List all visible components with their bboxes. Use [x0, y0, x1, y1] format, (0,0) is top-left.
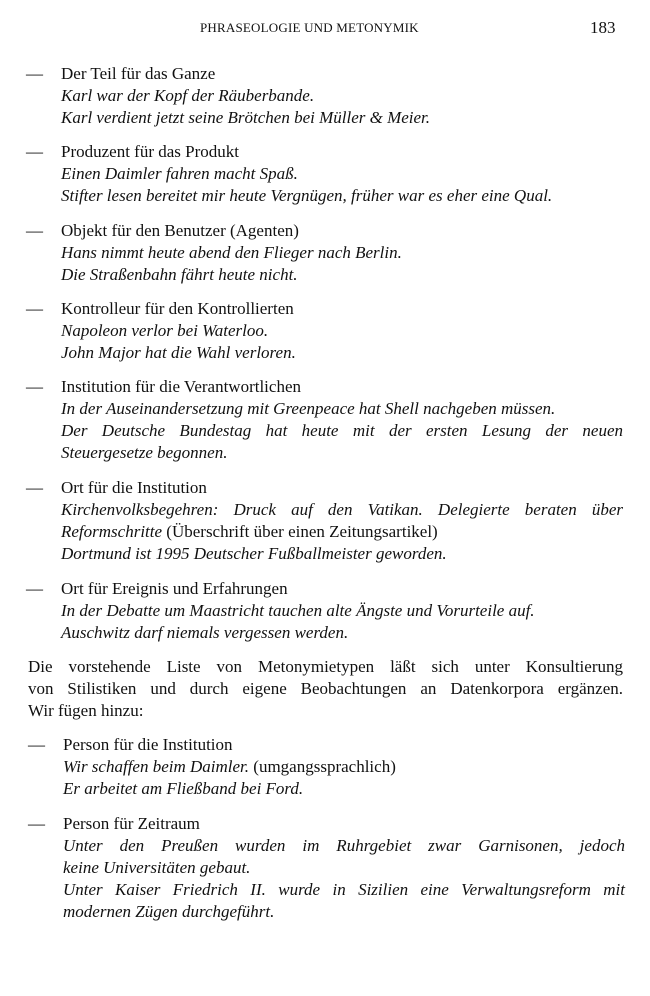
- list-dash: —: [26, 299, 43, 318]
- entry-example: Karl verdient jetzt seine Brötchen bei Müller & Meier.: [61, 108, 431, 127]
- entry-example: Unter Kaiser Friedrich II. wurde in Sizilien eine Verwaltungsreform mit: [63, 880, 625, 899]
- entry-heading: Person für Zeitraum: [63, 814, 200, 833]
- list-dash: —: [28, 735, 45, 754]
- entry-example: Die Straßenbahn fährt heute nicht.: [61, 265, 298, 284]
- list-dash: —: [26, 579, 43, 598]
- entry-heading: Institution für die Verantwortlichen: [61, 377, 301, 396]
- entry-example: Er arbeitet am Fließband bei Ford.: [63, 779, 304, 798]
- entry-remark: (umgangssprachlich): [253, 757, 396, 776]
- entry-heading: Kontrolleur für den Kontrollierten: [61, 299, 294, 318]
- list-dash: —: [26, 142, 43, 161]
- entry-example: In der Auseinandersetzung mit Greenpeace hat Shell nachgeben müssen.: [61, 399, 556, 418]
- entry-heading: Ort für Ereignis und Erfahrungen: [61, 579, 288, 598]
- entry-heading: Objekt für den Benutzer (Agenten): [61, 221, 299, 240]
- body-paragraph-line: von Stilistiken und durch eigene Beobachtungen an Datenkorpora ergänzen.: [28, 679, 623, 698]
- entry-example: Napoleon verlor bei Waterloo.: [61, 321, 269, 340]
- running-head: [0, 18, 650, 42]
- list-dash: —: [28, 814, 45, 833]
- running-head-title: PHRASEOLOGIE UND METONYMIK: [200, 20, 419, 35]
- list-dash: —: [26, 377, 43, 396]
- entry-example: Der Deutsche Bundestag hat heute mit der ersten Lesung der neuen: [61, 421, 623, 440]
- entry-heading: Produzent für das Produkt: [61, 142, 240, 161]
- entry-example: Hans nimmt heute abend den Flieger nach Berlin.: [61, 243, 402, 262]
- entry-example: modernen Zügen durchgeführt.: [63, 902, 275, 921]
- entry-example: Unter den Preußen wurden im Ruhrgebiet zwar Garnisonen, jedoch: [63, 836, 625, 855]
- entry-remark: (Überschrift über einen Zeitungsartikel): [166, 522, 438, 541]
- list-dash: —: [26, 64, 43, 83]
- entry-example: In der Debatte um Maastricht tauchen alte Ängste und Vorurteile auf.: [61, 601, 535, 620]
- entry-example: Wir schaffen beim Daimler.: [63, 757, 250, 776]
- entry-heading: Ort für die Institution: [61, 478, 207, 497]
- list-dash: —: [26, 221, 43, 240]
- entry-example: Stifter lesen bereitet mir heute Vergnügen, früher war es eher eine Qual.: [61, 186, 553, 205]
- entry-heading: Der Teil für das Ganze: [61, 64, 216, 83]
- entry-heading: Person für die Institution: [63, 735, 233, 754]
- body-paragraph-line: Wir fügen hinzu:: [28, 701, 144, 720]
- page-number: 183: [590, 18, 616, 37]
- entry-example: Einen Daimler fahren macht Spaß.: [61, 164, 298, 183]
- entry-example-line: [61, 521, 438, 543]
- entry-example: Dortmund ist 1995 Deutscher Fußballmeister geworden.: [61, 544, 447, 563]
- entry-example: Steuergesetze begonnen.: [61, 443, 228, 462]
- entry-example: Karl war der Kopf der Räuberbande.: [61, 86, 315, 105]
- entry-example: Auschwitz darf niemals vergessen werden.: [61, 623, 349, 642]
- entry-example: keine Universitäten gebaut.: [63, 858, 251, 877]
- entry-example-line: [63, 756, 396, 778]
- entry-example: John Major hat die Wahl verloren.: [61, 343, 296, 362]
- list-dash: —: [26, 478, 43, 497]
- entry-example: Reformschritte: [61, 522, 163, 541]
- body-paragraph-line: Die vorstehende Liste von Metonymietypen läßt sich unter Konsultierung: [28, 657, 623, 676]
- entry-example: Kirchenvolksbegehren: Druck auf den Vatikan. Delegierte beraten über: [61, 500, 623, 519]
